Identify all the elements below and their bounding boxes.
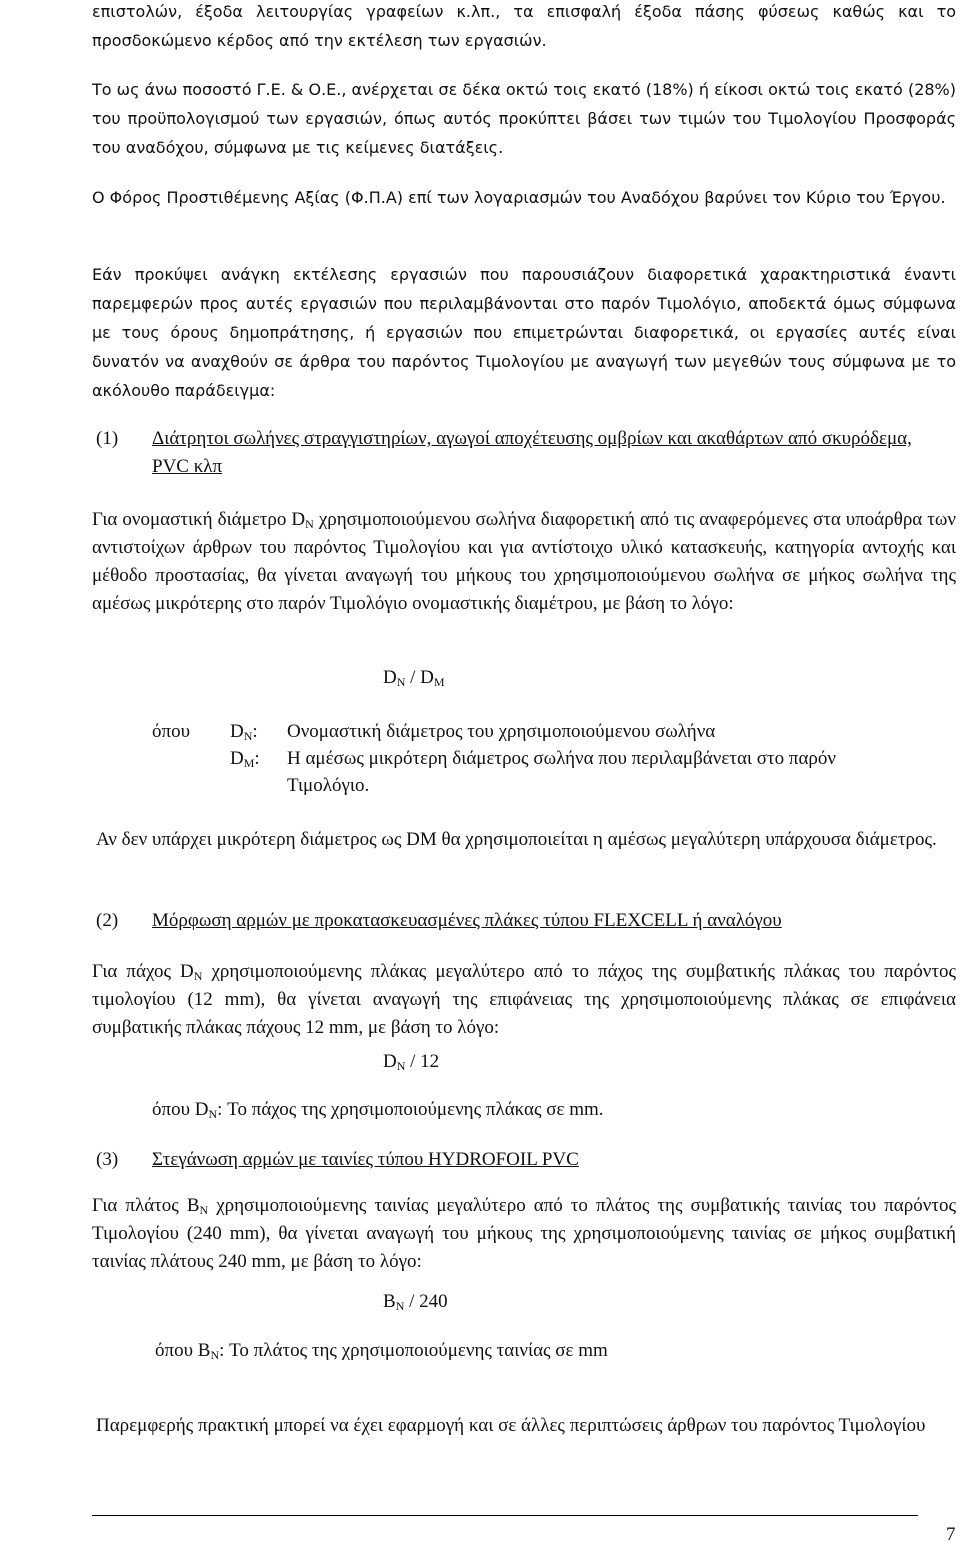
section-2-number: (2): [96, 910, 119, 931]
page-number: 7: [946, 1524, 956, 1545]
section-3-where: όπου $B_N$: Το πλάτος της χρησιμοποιούμενης ταινίας σε mm: [155, 1340, 608, 1362]
section-1-note: Αν δεν υπάρχει μικρότερη διάμετρος ως DM θα χρησιμοποιείται η αμέσως μεγαλύτερη υπάρχουσα διάμετρος.: [96, 829, 937, 850]
section-3-paragraph: Για πλάτος $B_N$ χρησιμοποιούμενης ταινίας μεγαλύτερο από το πλάτος της συμβατικής ταινίας του παρόντος Τιμολογίου (240 mm), θα γίνεται αναγωγή του μήκους της χρησιμοποιούμενης ταινίας σε μήκος συμβατική ταινίας πλάτους 240 mm, με βάση το λόγο:: [92, 1195, 956, 1272]
paragraph-vat: Ο Φόρος Προστιθέμενης Αξίας (Φ.Π.Α) επί των λογαριασμών του Αναδόχου βαρύνει τον Κύριο του Έργου.: [92, 188, 946, 207]
section-1-heading: Διάτρητοι σωλήνες στραγγιστηρίων, αγωγοί αποχέτευσης ομβρίων και ακαθάρτων από σκυρόδεμα, PVC κλπ: [152, 428, 912, 477]
section-1-where-label: όπου: [152, 721, 190, 742]
section-2-where: όπου $D_N$: Το πάχος της χρησιμοποιούμενης πλάκας σε mm.: [152, 1099, 604, 1121]
section-2-formula: $D_N / 12$: [383, 1051, 440, 1073]
paragraph-intro: Εάν προκύψει ανάγκη εκτέλεσης εργασιών που παρουσιάζουν διαφορετικά χαρακτηριστικά έναντι παρεμφερών προς αυτές εργασιών που περιλαμβάνονται στο παρόν Τιμολόγιο, αποδεκτά όμως σύμφωνα με τους όρους δημοπράτησης, ή εργασιών που επιμετρώνται διαφορετικά, οι εργασίες αυτές είναι δυνατόν να αναχθούν σε άρθρα του παρόντος Τιμολογίου με αναγωγή των μεγεθών τους σύμφωνα με το ακόλουθο παράδειγμα:: [92, 265, 956, 400]
paragraph-final: Παρεμφερής πρακτική μπορεί να έχει εφαρμογή και σε άλλες περιπτώσεις άρθρων του παρόντος Τιμολογίου: [96, 1415, 926, 1436]
paragraph-top: επιστολών, έξοδα λειτουργίας γραφείων κ.λπ., τα επισφαλή έξοδα πάσης φύσεως καθώς και το προσδοκώμενο κέρδος από την εκτέλεση των εργασιών.: [92, 2, 956, 50]
section-1-def-dn-text: Ονομαστική διάμετρος του χρησιμοποιούμενου σωλήνα: [287, 721, 716, 742]
paragraph-overhead-percentage: Το ως άνω ποσοστό Γ.Ε. & Ο.Ε., ανέρχεται σε δέκα οκτώ τοις εκατό (18%) ή είκοσι οκτώ τοις εκατό (28%) του προϋπολογισμού των εργασιών, όπως αυτός προκύπτει βάσει των τιμών του Τιμολογίου Προσφοράς του αναδόχου, σύμφωνα με τις κείμενες διατάξεις.: [92, 80, 956, 157]
section-1-def-dm-text-cont: Τιμολόγιο.: [287, 775, 370, 796]
section-3-number: (3): [96, 1149, 119, 1170]
section-3-heading: Στεγάνωση αρμών με ταινίες τύπου HYDROFOIL PVC: [152, 1149, 579, 1170]
section-1-def-dn-symbol: $D_N$:: [230, 721, 258, 743]
footer-rule: [92, 1515, 918, 1516]
section-3-formula: $B_N / 240$: [383, 1291, 448, 1313]
section-1-formula: $D_N / D_M$: [383, 667, 445, 689]
section-1-def-dm-text: Η αμέσως μικρότερη διάμετρος σωλήνα που περιλαμβάνεται στο παρόν: [287, 748, 837, 769]
section-1-def-dm-symbol: $D_M$:: [230, 748, 260, 770]
section-2-paragraph: Για πάχος $D_N$ χρησιμοποιούμενης πλάκας μεγαλύτερο από το πάχος της συμβατικής πλάκας του παρόντος τιμολογίου (12 mm), θα γίνεται αναγωγή της επιφάνειας της χρησιμοποιούμενης πλάκας σε επιφάνεια συμβατικής πλάκας πάχους 12 mm, με βάση το λόγο:: [92, 961, 956, 1038]
section-1-number: (1): [96, 428, 119, 449]
section-2-heading: Μόρφωση αρμών με προκατασκευασμένες πλάκες τύπου FLEXCELL ή αναλόγου: [152, 910, 782, 931]
section-1-paragraph: Για ονομαστική διάμετρο $D_N$ χρησιμοποιούμενου σωλήνα διαφορετική από τις αναφερόμενες στα υποάρθρα των αντιστοίχων άρθρων του παρόντος Τιμολογίου και για αντίστοιχο υλικό κατασκευής, κατηγορία αντοχής και μέθοδο προστασίας, θα γίνεται αναγωγή του μήκους του χρησιμοποιούμενου σωλήνα σε μήκος σωλήνα της αμέσως μικρότερης στο παρόν Τιμολόγιο ονομαστικής διαμέτρου, με βάση το λόγο:: [92, 509, 956, 614]
